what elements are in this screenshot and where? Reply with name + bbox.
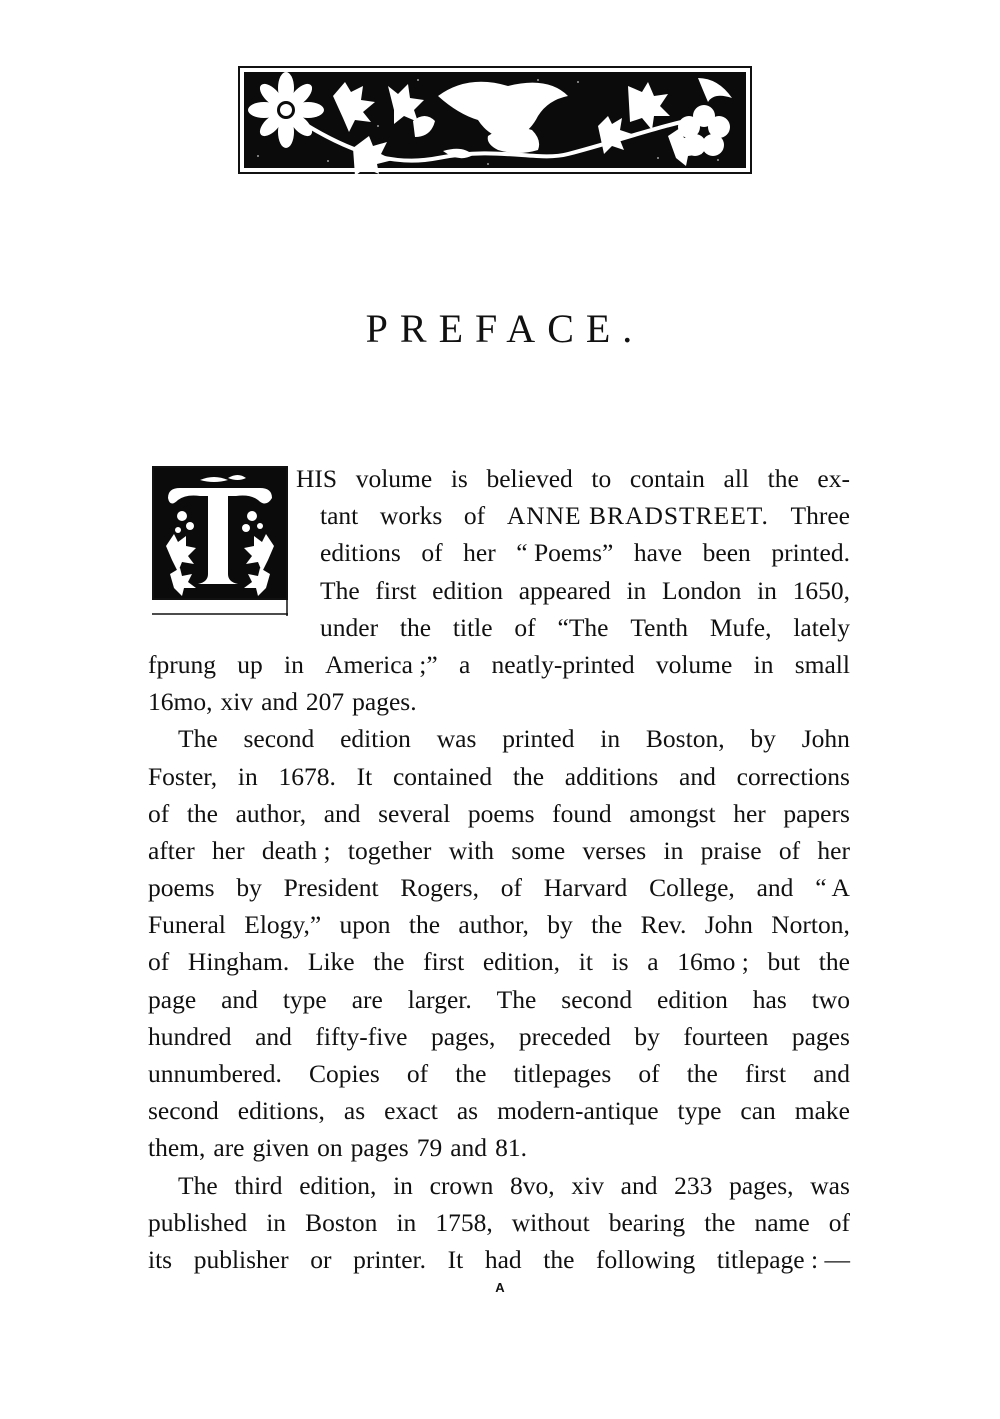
word: of [778,835,801,865]
word: Copies [308,1059,380,1088]
word: of [638,1059,660,1088]
word: in [753,649,774,679]
word: edition [340,724,411,754]
word: make [794,1096,850,1126]
word: neatly-printed [491,649,635,679]
word: crown [429,1170,494,1200]
word: in [266,1207,287,1237]
word: 1758, [435,1207,493,1237]
word: verses [582,835,647,865]
word: Tenth [630,612,689,642]
word: and [323,798,361,828]
word: editions [320,538,401,568]
word: pages, [430,1021,496,1051]
word: of [421,538,443,568]
word: two [811,984,850,1014]
word: tant [320,501,359,531]
word: its [148,1244,173,1274]
text-line [148,795,850,832]
word: 1678. [278,761,336,791]
word: hundred [148,1021,232,1051]
word: of [406,1059,429,1088]
word: in [237,761,258,791]
word: Hingham. [187,947,290,977]
word: as [343,1096,366,1126]
word: corrections [736,761,850,791]
word: title [452,612,493,642]
word: editions, [237,1096,325,1126]
text-line [148,683,850,720]
word: publisher [193,1244,289,1274]
word: had [484,1244,522,1274]
word: additions [564,761,659,791]
word: fifty-five [315,1021,408,1051]
word: first [744,1059,787,1088]
word: first [423,947,465,977]
word: in [396,1207,417,1237]
word: her [817,835,850,865]
word: The [320,575,360,605]
word: pages. [352,687,417,717]
word: Three [790,501,850,531]
word: 16mo ; [677,947,749,977]
word: and [679,761,716,791]
word: is [611,947,629,977]
word: the [186,798,218,828]
word: “ A [815,873,850,903]
word: found [552,798,612,828]
word: President [283,873,379,903]
text-line [148,646,850,683]
word: College, [649,873,735,903]
word: the [704,1207,736,1237]
word: edition, [299,1170,377,1200]
word: 81. [495,1133,527,1163]
word: the [373,947,405,977]
word: volume [355,464,433,493]
text-line [320,572,850,609]
word: edition [657,984,728,1014]
word: volume [655,649,733,679]
word: the [818,947,850,977]
text-line [148,1129,850,1166]
word: printer. [353,1244,427,1274]
word: to [591,464,612,493]
word: works [379,501,443,531]
word: small [794,649,850,679]
word: without [511,1207,590,1237]
word: by [634,1021,660,1051]
word: and [221,984,258,1014]
word: and [620,1170,658,1200]
word: or [310,1244,332,1274]
word: papers [783,798,850,828]
word: poems [148,873,215,903]
word: 8vo, [510,1170,555,1200]
word: together [347,835,432,865]
word: in [757,575,777,605]
word: by [547,910,573,940]
word: the [399,612,432,642]
word: all [723,464,750,493]
word: death ; [261,835,331,865]
word: with [448,835,495,865]
word: but [767,947,801,977]
word: a [647,947,659,977]
word: are [213,1133,245,1163]
preface-body [148,460,850,1278]
word: preceded [518,1021,611,1051]
word: Funeral [148,910,226,940]
word: fourteen [683,1021,769,1051]
word: of [463,501,486,531]
word: bearing [608,1207,686,1237]
word: have [633,538,683,568]
word: it [578,947,593,977]
word: type [282,984,327,1014]
word: 16mo, [148,687,213,717]
word: pages, [729,1170,794,1200]
word: modern-antique [497,1096,659,1126]
word: the [512,761,545,791]
word: of [500,873,522,903]
word: the [455,1059,487,1088]
word: It [356,761,373,791]
word: several [378,798,451,828]
word: amongst [629,798,716,828]
word: the [591,910,623,940]
word: has [752,984,787,1014]
word: fprung [148,649,216,679]
text-line [148,943,850,980]
word: in [663,835,684,865]
word: titlepage : — [716,1244,850,1274]
word: the [686,1059,718,1088]
word: second [148,1096,219,1126]
word: believed [486,464,573,493]
word: was [436,724,477,754]
word: is [450,464,468,493]
word: The [178,1170,218,1200]
word: of [828,1207,850,1237]
word: Boston, [645,724,725,754]
word: some [511,835,566,865]
word: of [148,947,170,977]
word: page [148,984,197,1014]
word: of [514,612,536,642]
word: Norton, [771,910,850,940]
word: second [561,984,633,1014]
word: and [261,687,298,717]
word: the [408,910,441,940]
word: following [596,1244,696,1274]
word: Boston [305,1207,378,1237]
text-line [148,981,850,1018]
text-line [148,1055,850,1092]
word: pages [791,1021,850,1051]
word: 1650, [792,575,850,605]
text-line [296,460,850,497]
word: given [252,1133,310,1163]
word: third [234,1170,283,1200]
word: The [496,984,537,1014]
text-line [148,832,850,869]
word: the [767,464,799,493]
word: by [236,873,262,903]
word: and [756,873,794,903]
word: upon [339,910,391,940]
word: HIS [296,464,338,493]
word: the [543,1244,575,1274]
word: contained [392,761,493,791]
word: London [662,575,742,605]
word: 207 [305,687,345,717]
text-line [148,758,850,795]
text-line [320,609,850,646]
word: second [243,724,315,754]
word: author, [458,910,529,940]
word: Like [307,947,355,977]
word: published [148,1207,248,1237]
word: and [255,1021,292,1051]
word: lately [793,612,850,642]
word: in [284,649,304,679]
word: in [393,1170,413,1200]
word: been [702,538,751,568]
text-line [148,1204,850,1241]
word: contain [629,464,705,493]
text-line [148,906,850,943]
word: can [740,1096,776,1126]
word: larger. [407,984,472,1014]
word: name [754,1207,810,1237]
text-line [148,1092,850,1129]
text-line [148,720,850,757]
word: America ;” [325,649,438,679]
word: type [677,1096,722,1126]
word: xiv [571,1170,604,1200]
word: up [237,649,263,679]
author-name: ANNE BRADSTREET. [506,501,769,531]
word: are [351,984,383,1014]
word: Mufe, [709,612,772,642]
word: printed. [771,538,850,568]
word: and [450,1133,488,1163]
word: 79 [416,1133,443,1163]
word: edition, [482,947,561,977]
word: by [750,724,776,754]
word: her [212,835,245,865]
word: them, [148,1133,206,1163]
word: exact [384,1096,438,1126]
word: praise [700,835,762,865]
page-title: PREFACE. [365,306,645,351]
word: first [375,575,417,605]
text-line [148,1018,850,1055]
word: appeared [518,575,611,605]
text-line [320,497,850,534]
word: a [458,649,471,679]
word: Harvard [543,873,628,903]
word: under [320,612,379,642]
word: Rev. [640,910,687,940]
text-line [148,869,850,906]
word: as [456,1096,479,1126]
word: her [463,538,496,568]
word: her [733,798,766,828]
word: of [148,798,170,828]
word: John [704,910,753,940]
word: xiv [220,687,254,717]
word: author, [235,798,307,828]
signature-mark: A [495,1280,505,1295]
word: after [148,835,195,865]
word: printed [502,724,575,754]
word: in [626,575,647,605]
word: was [810,1170,850,1200]
floral-dragon-headpiece-icon [238,66,752,174]
word: pages [350,1133,409,1163]
word: on [317,1133,343,1163]
text-line [148,1241,850,1278]
word: in [600,724,621,754]
word: edition [432,575,503,605]
text-line [320,534,850,571]
word: Foster, [148,761,218,791]
text-line [148,1167,850,1204]
word: unnumbered. [148,1059,282,1088]
word: 233 [674,1170,713,1200]
word: “The [557,612,609,642]
word: The [178,724,218,754]
word: poems [467,798,535,828]
word: “ Poems” [516,538,614,568]
word: titlepages [513,1059,612,1088]
word: It [447,1244,464,1274]
word: and [813,1059,850,1088]
word: ex- [817,464,850,493]
word: Elogy,” [244,910,322,940]
word: Rogers, [400,873,479,903]
word: John [801,724,850,754]
